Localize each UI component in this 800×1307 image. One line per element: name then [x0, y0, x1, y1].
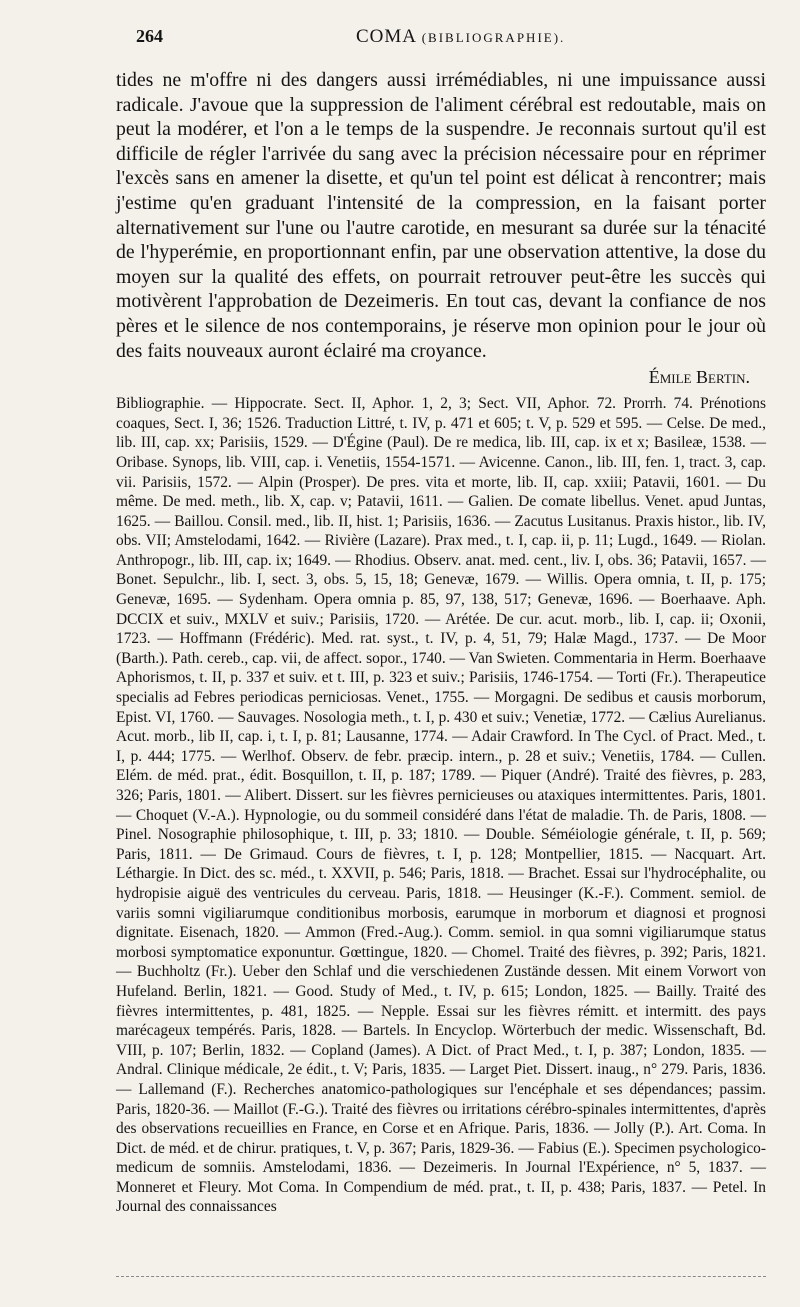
- running-head-sub: (BIBLIOGRAPHIE).: [421, 30, 566, 45]
- footer-rule: [116, 1276, 766, 1277]
- page-number: 264: [136, 26, 163, 46]
- body-paragraph: tides ne m'offre ni des dangers aussi irrémédiables, ni une impuissance aussi radicale. J'avoue que la suppression de l'aliment cérébral est redoutable, mais on peut la modérer, et l'on a le temps de la suspendre. Je reconnais surtout qu'il est difficile de régler l'arrivée du sang avec la précision nécessaire pour en réprimer l'excès sans en amener la disette, et qu'un tel point est délicat à rencontrer; mais j'estime qu'en graduant l'intensité de la compression, en la faisant porter alternativement sur l'une ou l'autre carotide, en mesurant sa durée sur la ténacité de l'hyperémie, en proportionnant enfin, par une observation attentive, la dose du moyen sur la qualité des effets, on pourrait retrouver peut-être les succès qui motivèrent l'approbation de Dezeimeris. En tout cas, devant la confiance de nos pères et le silence de nos contemporains, je réserve mon opinion pour le jour où des faits nouveaux auront éclairé ma croyance.: [116, 69, 766, 362]
- page-header: [116, 14, 766, 50]
- author-signature: Émile Bertin.: [648, 367, 750, 388]
- bibliography: Bibliographie. — Hippocrate. Sect. II, Aphor. 1, 2, 3; Sect. VII, Aphor. 72. Prorrh. 74. Prénotions coaques, Sect. I, 36; 1526. Traduction Littré, t. IV, p. 471 et 605; t. V, p. 529 et 595. — Celse. De med., lib. III, cap. xx; Parisiis, 1529. — D'Égine (Paul). De re medica, lib. III, cap. ix et x; Basileæ, 1538. — Oribase. Synops, lib. VIII, cap. i. Venetiis, 1554-1571. — Avicenne. Canon., lib. III, fen. 1, tract. 3, cap. vii. Parisiis, 1572. — Alpin (Prosper). De pres. vita et morte, lib. II, cap. xxiii; Patavii, 1601. — Du même. De med. meth., lib. X, cap. v; Patavii, 1611. — Galien. De comate libellus. Venet. apud Juntas, 1625. — Baillou. Consil. med., lib. II, hist. 1; Parisiis, 1636. — Zacutus Lusitanus. Praxis histor., lib. IV, obs. VII; Amstelodami, 1642. — Rivière (Lazare). Prax med., t. I, cap. ii, p. 11; Lugd., 1649. — Riolan. Anthropogr., lib. III, cap. ix; 1649. — Rhodius. Observ. anat. med. cent., liv. I, obs. 36; Patavii, 1657. — Bonet. Sepulchr., lib. I, sect. 3, obs. 5, 15, 18; Genevæ, 1679. — Willis. Opera omnia, t. II, p. 175; Genevæ, 1695. — Sydenham. Opera omnia p. 85, 97, 138, 517; Genevæ, 1696. — Boerhaave. Aph. DCCIX et suiv., MXLV et suiv.; Parisiis, 1720. — Arétée. De cur. acut. morb., lib. I, cap. ii; Oxonii, 1723. — Hoffmann (Frédéric). Med. rat. syst., t. IV, p. 4, 51, 79; Halæ Magd., 1737. — De Moor (Barth.). Path. cereb., cap. vii, de affect. sopor., 1740. — Van Swieten. Commentaria in Herm. Boerhaave Aphorismos, t. II, p. 337 et suiv. et t. III, p. 323 et suiv.; Parisiis, 1746-1754. — Torti (Fr.). Therapeutice specialis ad Febres periodicas perniciosas. Venet., 1755. — Morgagni. De sedibus et causis morborum, Epist. VI, 1760. — Sauvages. Nosologia meth., t. I, p. 430 et suiv.; Venetiæ, 1772. — Cælius Aurelianus. Acut. morb., lib II, cap. i, t. I, p. 81; Lausanne, 1774. — Adair Crawford. In The Cycl. of Pract. Med., t. I, p. 444; 1775. — Werlhof. Observ. de febr. præcip. intern., p. 28 et suiv.; Venetiis, 1784. — Cullen. Elém. de méd. prat., édit. Bosquillon, t. II, p. 187; 1789. — Piquer (André). Traité des fièvres, p. 283, 326; Paris, 1801. — Alibert. Dissert. sur les fièvres pernicieuses ou ataxiques intermittentes. Paris, 1801. — Choquet (V.-A.). Hypnologie, ou du sommeil considéré dans l'état de maladie. Th. de Paris, 1808. — Pinel. Nosographie philosophique, t. III, p. 33; 1810. — Double. Séméiologie générale, t. II, p. 569; Paris, 1811. — De Grimaud. Cours de fièvres, t. I, p. 128; Montpellier, 1815. — Nacquart. Art. Léthargie. In Dict. des sc. méd., t. XXVII, p. 546; Paris, 1818. — Brachet. Essai sur l'hydrocéphalite, ou hydropisie aiguë des ventricules du cerveau. Paris, 1818. — Heusinger (K.-F.). Comment. semiol. de variis somni vigiliarumque conditionibus morbosis, earumque in morborum et diagnosi et prognosi dignitate. Eisenach, 1820. — Ammon (Fred.-Aug.). Comm. semiol. in qua somni vigiliarumque status morbosi symptomatice exponuntur. Gœttingue, 1820. — Chomel. Traité des fièvres, p. 392; Paris, 1821. — Buchholtz (Fr.). Ueber den Schlaf und die verschiedenen Zustände dessen. Mit einem Vorwort von Hufeland. Berlin, 1821. — Good. Study of Med., t. IV, p. 615; London, 1825. — Bailly. Traité des fièvres intermittentes, p. 481, 1825. — Nepple. Essai sur les fièvres rémitt. et intermitt. des pays marécageux tempérés. Paris, 1828. — Bartels. In Encyclop. Wörterbuch der medic. Wissenschaft, Bd. VIII, p. 107; Berlin, 1832. — Copland (James). A Dict. of Pract Med., t. I, p. 387; London, 1835. — Andral. Clinique médicale, 2e édit., t. V; Paris, 1835. — Larget Piet. Dissert. inaug., n° 279. Paris, 1836. — Lallemand (F.). Recherches anatomico-pathologiques sur l'encéphale et ses dépendances; passim. Paris, 1820-36. — Maillot (F.-G.). Traité des fièvres ou irritations cérébro-spinales intermittentes, d'après des observations recueillies en France, en Corse et en Afrique. Paris, 1836. — Jolly (P.). Art. Coma. In Dict. de méd. et de chirur. pratiques, t. V, p. 367; Paris, 1829-36. — Fabius (E.). Specimen psychologico-medicum de somniis. Amstelodami, 1836. — Dezeimeris. In Journal l'Expérience, n° 5, 1837. — Monneret et Fleury. Mot Coma. In Compendium de méd. prat., t. II, p. 438; Paris, 1837. — Petel. In Journal des connaissances: [116, 395, 766, 1216]
- running-head: [356, 26, 565, 48]
- running-head-main: COMA: [356, 26, 416, 47]
- page: [116, 14, 766, 1232]
